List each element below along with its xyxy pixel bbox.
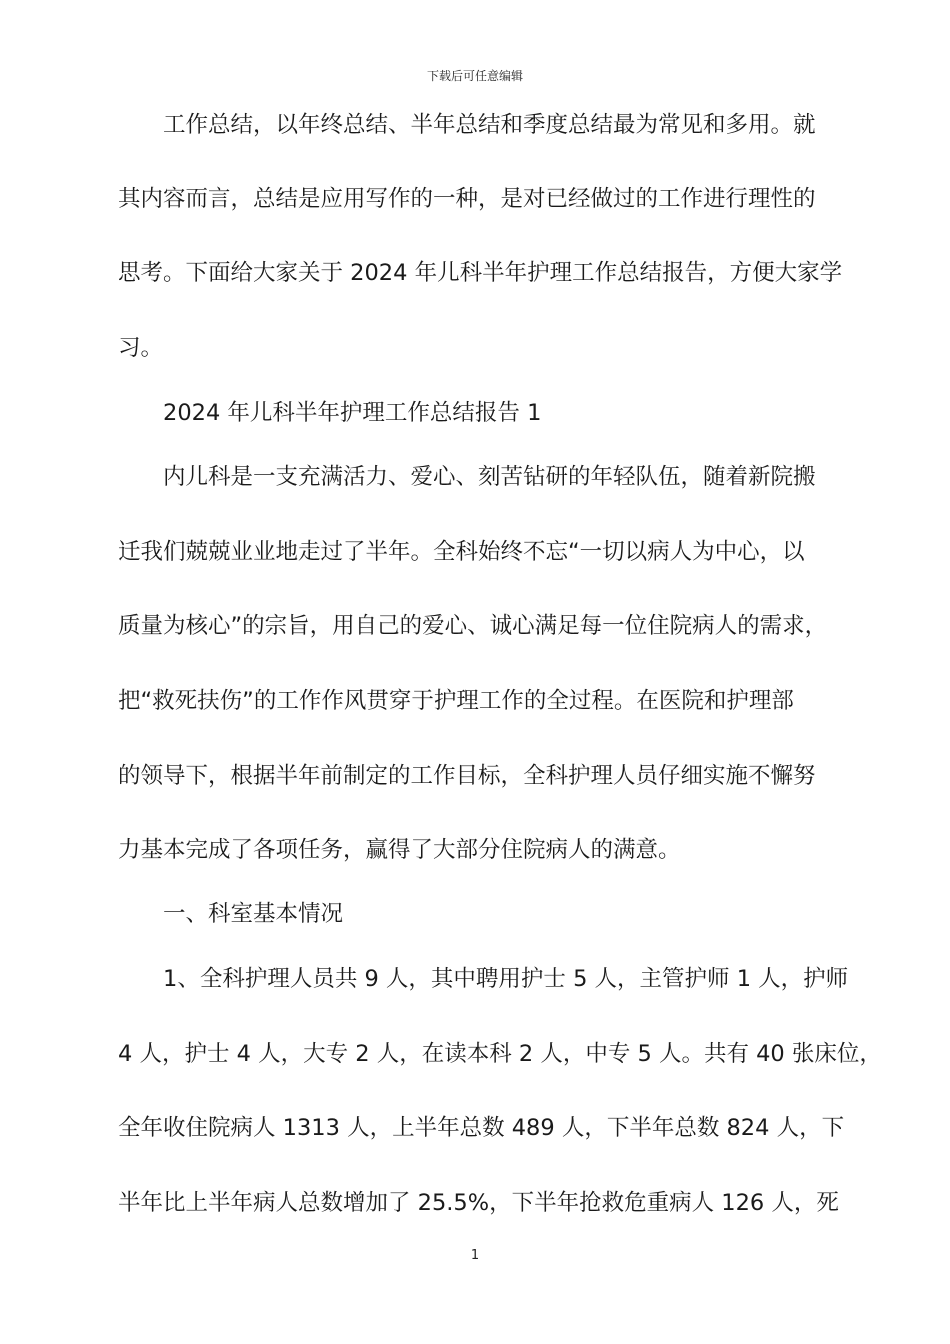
paragraph-line: 思考。下面给大家关于 2024 年儿科半年护理工作总结报告，方便大家学	[118, 260, 843, 286]
paragraph-line: 习。	[118, 335, 164, 361]
paragraph-line: 内儿科是一支充满活力、爱心、刻苦钻研的年轻队伍，随着新院搬	[163, 464, 816, 490]
paragraph-line: 全年收住院病人 1313 人，上半年总数 489 人，下半年总数 824 人，下	[118, 1115, 845, 1141]
paragraph-line: 的领导下，根据半年前制定的工作目标，全科护理人员仔细实施不懈努	[118, 763, 816, 789]
paragraph-line: 把“救死扶伤”的工作作风贯穿于护理工作的全过程。在医院和护理部	[118, 688, 794, 714]
paragraph-line: 半年比上半年病人总数增加了 25.5%，下半年抢救危重病人 126 人，死	[118, 1190, 839, 1216]
section-heading: 一、科室基本情况	[163, 901, 344, 927]
paragraph-line: 力基本完成了各项任务，赢得了大部分住院病人的满意。	[118, 837, 681, 863]
header-note: 下载后可任意编辑	[426, 69, 523, 83]
paragraph-line: 4 人，护士 4 人，大专 2 人，在读本科 2 人，中专 5 人。共有 40 张床位，	[118, 1041, 882, 1067]
page-number: 1	[470, 1248, 480, 1263]
paragraph-line: 质量为核心”的宗旨，用自己的爱心、诚心满足每一位住院病人的需求，	[118, 613, 828, 639]
paragraph-line: 其内容而言，总结是应用写作的一种，是对已经做过的工作进行理性的	[118, 186, 816, 212]
report-title: 2024 年儿科半年护理工作总结报告 1	[163, 400, 542, 426]
paragraph-line: 迁我们兢兢业业地走过了半年。全科始终不忘“一切以病人为中心，以	[118, 539, 805, 565]
paragraph-line: 1、全科护理人员共 9 人，其中聘用护士 5 人，主管护师 1 人，护师	[163, 966, 849, 992]
paragraph-line: 工作总结，以年终总结、半年总结和季度总结最为常见和多用。就	[163, 112, 816, 138]
